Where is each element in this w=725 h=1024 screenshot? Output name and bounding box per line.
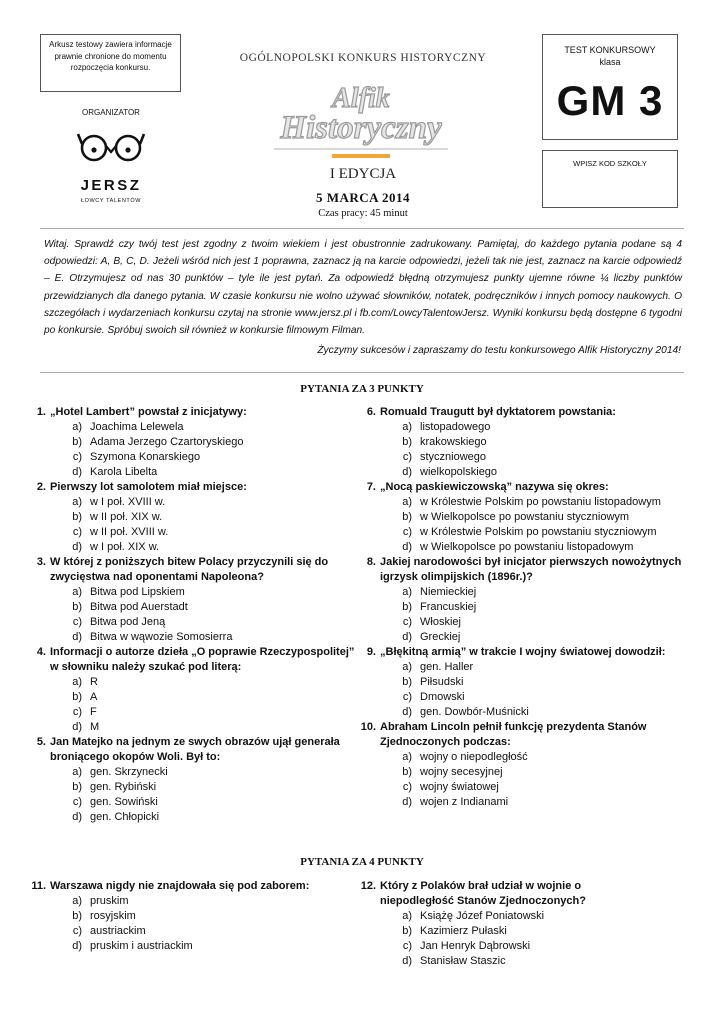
option-text: w Wielkopolsce po powstaniu styczniowym xyxy=(420,511,630,523)
option-text: Jan Henryk Dąbrowski xyxy=(420,940,531,952)
option-letter: d) xyxy=(72,721,82,733)
answer-option xyxy=(350,435,690,450)
answer-options xyxy=(20,495,355,555)
option-letter: b) xyxy=(402,676,412,688)
answer-options xyxy=(20,585,355,645)
option-letter: d) xyxy=(402,796,412,808)
option-letter: b) xyxy=(72,781,82,793)
answer-option xyxy=(350,924,640,939)
question xyxy=(350,720,690,750)
option-text: rosyjskim xyxy=(90,910,136,922)
option-letter: c) xyxy=(402,526,412,538)
answer-option xyxy=(20,510,355,525)
option-letter: a) xyxy=(402,421,412,433)
question-text: „Błękitną armią” w trakcie I wojny światowej dowodził: xyxy=(380,646,666,658)
answer-option xyxy=(20,909,355,924)
option-letter: d) xyxy=(402,706,412,718)
option-text: gen. Skrzynecki xyxy=(90,766,168,778)
question xyxy=(350,555,690,585)
questions-3-left xyxy=(20,405,355,825)
option-text: Książę Józef Poniatowski xyxy=(420,910,545,922)
option-letter: c) xyxy=(72,616,82,628)
answer-option xyxy=(350,465,690,480)
answer-option xyxy=(20,690,355,705)
answer-option xyxy=(350,585,690,600)
answer-option xyxy=(20,795,355,810)
contest-title: OGÓLNOPOLSKI KONKURS HISTORYCZNY xyxy=(239,52,487,64)
option-letter: d) xyxy=(402,541,412,553)
option-text: pruskim xyxy=(90,895,129,907)
class-label: klasa xyxy=(599,57,621,67)
answer-option xyxy=(350,705,690,720)
option-text: F xyxy=(90,706,97,718)
question-number: 5. xyxy=(36,736,46,748)
answer-option xyxy=(20,495,355,510)
question-text: „Nocą paskiewiczowską” nazywa się okres: xyxy=(380,481,609,493)
option-text: w II poł. XIX w. xyxy=(90,511,163,523)
option-text: Bitwa pod Auerstadt xyxy=(90,601,188,613)
option-text: Dmowski xyxy=(420,691,465,703)
option-letter: d) xyxy=(402,955,412,967)
answer-option xyxy=(350,525,690,540)
option-text: w Królestwie Polskim po powstaniu styczniowym xyxy=(420,526,657,538)
work-time: Czas pracy: 45 minut xyxy=(318,208,408,219)
question-number: 12. xyxy=(360,880,376,892)
answer-option xyxy=(350,450,690,465)
option-text: krakowskiego xyxy=(420,436,487,448)
answer-option xyxy=(350,495,690,510)
option-letter: d) xyxy=(402,466,412,478)
answer-option xyxy=(20,780,355,795)
answer-option xyxy=(350,660,690,675)
option-text: Joachima Lelewela xyxy=(90,421,184,433)
logo-subtext: ŁOWCY TALENTÓW xyxy=(80,198,142,204)
answer-options xyxy=(20,420,355,480)
answer-option xyxy=(350,765,690,780)
question-number: 1. xyxy=(36,406,46,418)
answer-option xyxy=(350,510,690,525)
option-letter: d) xyxy=(72,541,82,553)
option-letter: a) xyxy=(402,586,412,598)
answer-option xyxy=(350,780,690,795)
option-letter: b) xyxy=(72,601,82,613)
answer-option xyxy=(350,615,690,630)
question-text: W której z poniższych bitew Polacy przyczynili się do zwycięstwa nad oponentami Napoleona? xyxy=(50,556,329,583)
option-letter: c) xyxy=(402,451,412,463)
option-text: Bitwa w wąwozie Somosierra xyxy=(90,631,233,643)
answer-option xyxy=(20,585,355,600)
option-text: gen. Sowiński xyxy=(90,796,158,808)
option-text: austriackim xyxy=(90,925,146,937)
question-number: 11. xyxy=(31,880,46,892)
option-letter: b) xyxy=(402,436,412,448)
option-text: wojny secesyjnej xyxy=(420,766,503,778)
answer-option xyxy=(20,435,355,450)
answer-option xyxy=(20,630,355,645)
answer-option xyxy=(350,909,640,924)
class-code: GM 3 xyxy=(556,77,664,124)
question-text: „Hotel Lambert” powstał z inicjatywy: xyxy=(50,406,247,418)
option-text: gen. Chłopicki xyxy=(90,811,160,823)
logo-text: JERSZ xyxy=(80,177,142,194)
answer-option xyxy=(350,675,690,690)
answer-option xyxy=(20,924,355,939)
option-letter: d) xyxy=(72,466,82,478)
option-text: listopadowego xyxy=(420,421,491,433)
question xyxy=(350,405,690,420)
option-text: pruskim i austriackim xyxy=(90,940,193,952)
option-text: Stanisław Staszic xyxy=(420,955,506,967)
question-number: 9. xyxy=(366,646,376,658)
answer-options xyxy=(350,585,690,645)
option-text: wielkopolskiego xyxy=(420,466,498,478)
answer-option xyxy=(350,630,690,645)
question-number: 8. xyxy=(366,556,376,568)
question xyxy=(20,405,355,420)
option-letter: a) xyxy=(72,496,82,508)
answer-option xyxy=(20,420,355,435)
test-label: TEST KONKURSOWY xyxy=(564,45,656,55)
answer-option xyxy=(20,675,355,690)
option-text: Bitwa pod Lipskiem xyxy=(90,586,185,598)
option-text: styczniowego xyxy=(420,451,487,463)
question-text: Informacji o autorze dzieła „O poprawie Rzeczypospolitej” w słowniku należy szukać pod literą: xyxy=(50,646,355,673)
option-text: wojny o niepodległość xyxy=(420,751,528,763)
answer-options xyxy=(20,765,355,825)
question xyxy=(350,879,640,909)
answer-option xyxy=(350,600,690,615)
answer-option xyxy=(20,939,355,954)
questions-4-right xyxy=(350,879,640,969)
option-letter: b) xyxy=(72,511,82,523)
answer-option xyxy=(350,690,690,705)
option-text: Adama Jerzego Czartoryskiego xyxy=(90,436,244,448)
option-letter: b) xyxy=(402,925,412,937)
alfik-historyczny-logo xyxy=(262,80,460,160)
answer-option xyxy=(350,420,690,435)
option-letter: b) xyxy=(402,511,412,523)
option-letter: b) xyxy=(402,601,412,613)
question-number: 10. xyxy=(360,721,376,733)
option-text: Kazimierz Pułaski xyxy=(420,925,507,937)
option-letter: d) xyxy=(402,631,412,643)
option-text: w Wielkopolsce po powstaniu listopadowym xyxy=(420,541,634,553)
option-letter: a) xyxy=(402,661,412,673)
section-3-points: PYTANIA ZA 3 PUNKTY xyxy=(300,383,424,395)
answer-option xyxy=(20,810,355,825)
brand-line-2: Historyczny xyxy=(280,110,442,146)
question-text: Warszawa nigdy nie znajdowała się pod zaborem: xyxy=(50,880,310,892)
divider xyxy=(40,228,684,229)
answer-option xyxy=(20,600,355,615)
option-letter: b) xyxy=(402,766,412,778)
option-text: w I poł. XVIII w. xyxy=(90,496,166,508)
option-text: Włoskiej xyxy=(420,616,461,628)
option-letter: c) xyxy=(72,706,82,718)
question xyxy=(20,879,355,894)
answer-option xyxy=(20,720,355,735)
answer-option xyxy=(350,954,640,969)
option-letter: b) xyxy=(72,910,82,922)
wishes: Życzymy sukcesów i zapraszamy do testu konkursowego Alfik Historyczny 2014! xyxy=(317,345,681,356)
answer-option xyxy=(350,540,690,555)
option-letter: c) xyxy=(72,526,82,538)
option-text: Szymona Konarskiego xyxy=(90,451,201,463)
answer-option xyxy=(20,450,355,465)
option-letter: c) xyxy=(402,940,412,952)
answer-option xyxy=(20,540,355,555)
option-text: w Królestwie Polskim po powstaniu listopadowym xyxy=(420,496,661,508)
edition: I EDYCJA xyxy=(329,166,397,182)
question-number: 4. xyxy=(36,646,46,658)
answer-options xyxy=(350,909,640,969)
questions-4-left xyxy=(20,879,355,954)
option-letter: b) xyxy=(72,691,82,703)
option-letter: b) xyxy=(72,436,82,448)
option-letter: c) xyxy=(72,925,82,937)
option-letter: c) xyxy=(402,781,412,793)
answer-option xyxy=(20,525,355,540)
option-text: Piłsudski xyxy=(420,676,464,688)
option-text: gen. Rybiński xyxy=(90,781,157,793)
option-text: Francuskiej xyxy=(420,601,477,613)
question xyxy=(20,480,355,495)
test-class-box xyxy=(542,34,678,140)
option-text: R xyxy=(90,676,98,688)
answer-options xyxy=(350,660,690,720)
contest-date: 5 MARCA 2014 xyxy=(315,190,411,205)
option-letter: d) xyxy=(72,940,82,952)
questions-3-right xyxy=(350,405,690,810)
question-number: 7. xyxy=(366,481,376,493)
answer-option xyxy=(350,795,690,810)
answer-options xyxy=(350,420,690,480)
question-number: 2. xyxy=(36,481,46,493)
brand-line-1: Alfik xyxy=(332,83,390,114)
divider xyxy=(40,372,684,373)
answer-option xyxy=(350,750,690,765)
question xyxy=(20,555,355,585)
answer-options xyxy=(350,750,690,810)
option-text: gen. Haller xyxy=(420,661,474,673)
question-text: Który z Polaków brał udział w wojnie o niepodległość Stanów Zjednoczonych? xyxy=(380,880,586,907)
option-text: M xyxy=(90,721,100,733)
question xyxy=(350,480,690,495)
question-number: 3. xyxy=(36,556,46,568)
answer-option xyxy=(20,615,355,630)
legal-notice-box xyxy=(40,34,181,92)
option-text: wojen z Indianami xyxy=(420,796,509,808)
option-text: Niemieckiej xyxy=(420,586,477,598)
option-letter: a) xyxy=(72,895,82,907)
school-code-field[interactable] xyxy=(542,150,678,208)
option-letter: a) xyxy=(402,751,412,763)
option-letter: d) xyxy=(72,631,82,643)
question-text: Pierwszy lot samolotem miał miejsce: xyxy=(50,481,247,493)
option-text: wojny światowej xyxy=(420,781,499,793)
question-text: Jan Matejko na jednym ze swych obrazów ujął generała broniącego okopów Woli. Był to: xyxy=(50,736,340,763)
answer-option xyxy=(20,465,355,480)
legal-notice-text: Arkusz testowy zawiera informacje prawnie chronione do momentu rozpoczęcia konkursu. xyxy=(49,40,172,72)
option-text: Greckiej xyxy=(420,631,461,643)
organizer-label: ORGANIZATOR xyxy=(82,108,140,117)
option-text: Karola Libelta xyxy=(90,466,158,478)
question xyxy=(20,735,355,765)
answer-options xyxy=(20,675,355,735)
option-letter: c) xyxy=(72,796,82,808)
section-4-points: PYTANIA ZA 4 PUNKTY xyxy=(300,856,424,868)
option-text: Bitwa pod Jeną xyxy=(90,616,166,628)
answer-option xyxy=(20,894,355,909)
option-letter: c) xyxy=(402,616,412,628)
answer-option xyxy=(20,705,355,720)
question xyxy=(350,645,690,660)
option-letter: a) xyxy=(72,421,82,433)
question xyxy=(20,645,355,675)
answer-option xyxy=(20,765,355,780)
option-letter: c) xyxy=(72,451,82,463)
option-letter: d) xyxy=(72,811,82,823)
option-text: w II poł. XVIII w. xyxy=(90,526,169,538)
option-letter: a) xyxy=(402,496,412,508)
option-letter: c) xyxy=(402,691,412,703)
jersz-logo xyxy=(75,128,147,210)
answer-options xyxy=(20,894,355,954)
option-letter: a) xyxy=(402,910,412,922)
option-text: A xyxy=(90,691,98,703)
question-text: Romuald Traugutt był dyktatorem powstania: xyxy=(380,406,616,418)
instructions: Witaj. Sprawdź czy twój test jest zgodny z twoim wiekiem i jest obustronnie zadrukowany. Pamiętaj, do każdego pytania podane są 4 odpowiedzi: A, B, C, D. Jeżeli wśród nich jest 1 poprawna, zaznacz ją na karcie odpowiedzi, jeżeli tak nie jest, zaznacz na karcie odpowiedź – E. Otrzymujesz od nas 30 punktów – tyle ile jest pytań. Za odpowiedź błędną otrzymujesz punkty ujemne równe ¼ liczby punktów przewidzianych dla danego pytania. W czasie konkursu nie wolno używać słowników, notatek, podręczników i innych pomocy naukowych. O szczegółach i wydarzeniach konkursu czytaj na stronie www.jersz.pl i fb.com/LowcyTalentowJersz. Wyniki konkursu będą dostępne 6 tygodni po konkursie. Spróbuj swoich sił również w konkursie filmowym Filman. xyxy=(44,239,682,337)
answer-option xyxy=(350,939,640,954)
option-letter: a) xyxy=(72,766,82,778)
option-text: w I poł. XIX w. xyxy=(90,541,160,553)
option-letter: a) xyxy=(72,676,82,688)
question-text: Abraham Lincoln pełnił funkcję prezydenta Stanów Zjednoczonych podczas: xyxy=(380,721,647,748)
option-text: gen. Dowbór-Muśnicki xyxy=(420,706,529,718)
school-code-label: WPISZ KOD SZKOŁY xyxy=(573,159,647,168)
question-number: 6. xyxy=(366,406,376,418)
question-text: Jakiej narodowości był inicjator pierwszych nowożytnych igrzysk olimpijskich (1896r.)? xyxy=(380,556,682,583)
option-letter: a) xyxy=(72,586,82,598)
answer-options xyxy=(350,495,690,555)
